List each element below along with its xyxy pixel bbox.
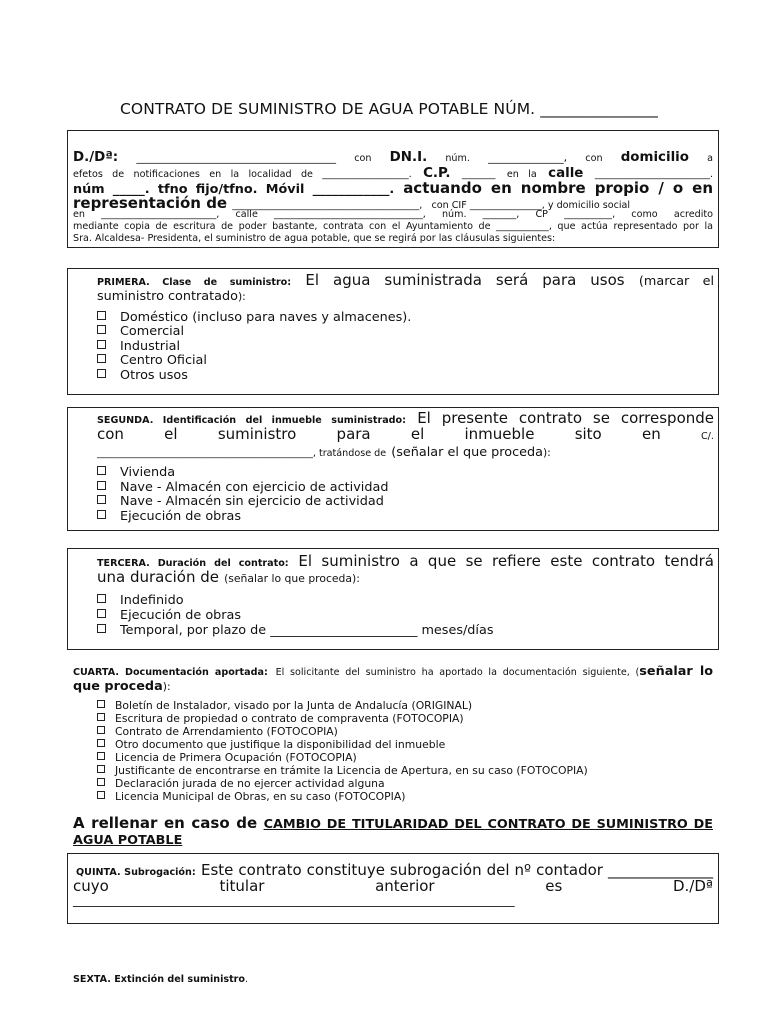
doc-justificante[interactable]: Justificante de encontrarse en trámite la Licencia de Apertura, en su caso (FOTOCOPIA): [97, 764, 588, 777]
party-name-blank[interactable]: _____________________________________: [136, 151, 337, 164]
party-line-7: Sra. Alcaldesa- Presidenta, el suministro de agua potable, que se regirá por las cláusulas siguientes:: [73, 233, 556, 244]
option-nave-sin-actividad[interactable]: Nave - Almacén sin ejercicio de actividad: [97, 494, 384, 509]
doc-escritura[interactable]: Escritura de propiedad o contrato de compraventa (FOTOCOPIA): [97, 712, 464, 725]
domicilio-label: domicilio: [620, 150, 689, 165]
option-ejecucion-obras-duracion[interactable]: Ejecución de obras: [97, 608, 241, 623]
dni-blank[interactable]: ______________,: [488, 151, 568, 164]
checkbox[interactable]: [97, 739, 105, 747]
localidad-text: efetos de notificaciones en la localidad de __________________.: [73, 169, 412, 180]
option-indefinido[interactable]: Indefinido: [97, 593, 184, 608]
checkbox[interactable]: [97, 354, 106, 363]
checkbox[interactable]: [97, 752, 105, 760]
party-name-label: D./Dª:: [73, 150, 119, 165]
checkbox[interactable]: [97, 325, 106, 334]
doc-declaracion[interactable]: Declaración jurada de no ejercer actividad alguna: [97, 777, 385, 790]
cif-text: con CIF _______________, y domicilio social: [431, 200, 631, 211]
titular-anterior-blank[interactable]: _____________________________________________________________________: [73, 893, 515, 908]
doc-licencia-ocupacion[interactable]: Licencia de Primera Ocupación (FOTOCOPIA): [97, 751, 357, 764]
cuarta-label: CUARTA. Documentación aportada:: [73, 667, 268, 678]
cp-blank[interactable]: _______: [461, 169, 496, 180]
party-line-5: en ________________________, calle _______________________________, núm. _______, CP __________, como acredito: [73, 209, 713, 220]
party-line-2: efetos de notificaciones en la localidad de __________________. C.P. _______ en la calle ________________________.: [73, 166, 713, 181]
contador-text: Este contrato constituye subrogación del nº contador ______________: [201, 861, 713, 879]
sexta-label: SEXTA. Extinción del suministro: [73, 974, 245, 985]
actuando-text: actuando en nombre propio / o en: [403, 179, 714, 197]
calle-blank[interactable]: ________________________.: [594, 169, 713, 180]
option-centro-oficial[interactable]: Centro Oficial: [97, 353, 207, 368]
representacion-blank[interactable]: _______________________________________,: [232, 200, 423, 211]
checkbox[interactable]: [97, 713, 105, 721]
checkbox[interactable]: [97, 609, 106, 618]
cuarta-heading: CUARTA. Documentación aportada: El solicitante del suministro ha aportado la documentación siguiente, (señalar lo: [73, 664, 713, 679]
doc-licencia-obras[interactable]: Licencia Municipal de Obras, en su caso (FOTOCOPIA): [97, 790, 405, 803]
cp-label: C.P.: [423, 166, 451, 181]
representacion-label: representación de: [73, 194, 228, 212]
phone-text: núm _____. tfno fijo/tfno. Móvil ____________.: [73, 182, 395, 197]
tercera-label: TERCERA. Duración del contrato:: [97, 558, 289, 569]
quinta-line-2: cuyo titular anterior es D./Dª: [73, 877, 713, 895]
tercera-heading: TERCERA. Duración del contrato: El suministro a que se refiere este contrato tendrá: [97, 552, 714, 570]
option-otros-usos[interactable]: Otros usos: [97, 368, 188, 383]
doc-otro[interactable]: Otro documento que justifique la disponibilidad del inmueble: [97, 738, 445, 751]
primera-heading: PRIMERA. Clase de suministro: El agua suministrada será para usos (marcar el: [97, 271, 714, 289]
party-line-1: D./Dª: _____________________________________ con DN.I. núm. ______________, con domicilio a: [73, 150, 714, 165]
segunda-label: SEGUNDA. Identificación del inmueble suministrado:: [97, 415, 406, 426]
doc-boletin[interactable]: Boletín de Instalador, visado por la Junta de Andalucía (ORIGINAL): [97, 699, 472, 712]
checkbox[interactable]: [97, 700, 105, 708]
document-title: CONTRATO DE SUMINISTRO DE AGUA POTABLE NÚM. _______________: [120, 100, 658, 118]
checkbox[interactable]: [97, 510, 106, 519]
dni-label: DN.I.: [389, 150, 428, 165]
primera-label: PRIMERA. Clase de suministro:: [97, 277, 292, 288]
calle-address-blank[interactable]: _____________________________________________, tratándose de: [97, 448, 387, 459]
doc-arrendamiento[interactable]: Contrato de Arrendamiento (FOTOCOPIA): [97, 725, 338, 738]
segunda-line-3: _____________________________________________, tratándose de (señalar el que proceda):: [97, 445, 551, 460]
option-ejecucion-obras[interactable]: Ejecución de obras: [97, 509, 241, 524]
checkbox[interactable]: [97, 778, 105, 786]
quinta-label: QUINTA. Subrogación:: [76, 867, 196, 878]
checkbox[interactable]: [97, 624, 106, 633]
checkbox[interactable]: [97, 726, 105, 734]
party-line-6: mediante copia de escritura de poder bastante, contrata con el Ayuntamiento de ___________, que actúa representado por la: [73, 221, 713, 232]
sexta-heading: SEXTA. Extinción del suministro.: [73, 974, 249, 985]
calle-label: calle: [548, 166, 584, 181]
option-domestico[interactable]: Doméstico (incluso para naves y almacenes).: [97, 310, 411, 325]
checkbox[interactable]: [97, 340, 106, 349]
checkbox[interactable]: [97, 495, 106, 504]
option-nave-con-actividad[interactable]: Nave - Almacén con ejercicio de actividad: [97, 480, 388, 495]
checkbox[interactable]: [97, 765, 105, 773]
option-industrial[interactable]: Industrial: [97, 339, 180, 354]
checkbox[interactable]: [97, 594, 106, 603]
option-comercial[interactable]: Comercial: [97, 324, 184, 339]
checkbox[interactable]: [97, 369, 106, 378]
segunda-heading: SEGUNDA. Identificación del inmueble suministrado: El presente contrato se corresponde: [97, 409, 715, 427]
checkbox[interactable]: [97, 791, 105, 799]
checkbox[interactable]: [97, 466, 106, 475]
checkbox[interactable]: [97, 481, 106, 490]
option-vivienda[interactable]: Vivienda: [97, 465, 175, 480]
cambio-heading: A rellenar en caso de CAMBIO DE TITULARIDAD DEL CONTRATO DE SUMINISTRO DE: [73, 814, 713, 832]
checkbox[interactable]: [97, 311, 106, 320]
option-temporal[interactable]: Temporal, por plazo de _______________________ meses/días: [97, 623, 493, 638]
segunda-line-2: con el suministro para el inmueble sito en C/.: [97, 425, 714, 443]
